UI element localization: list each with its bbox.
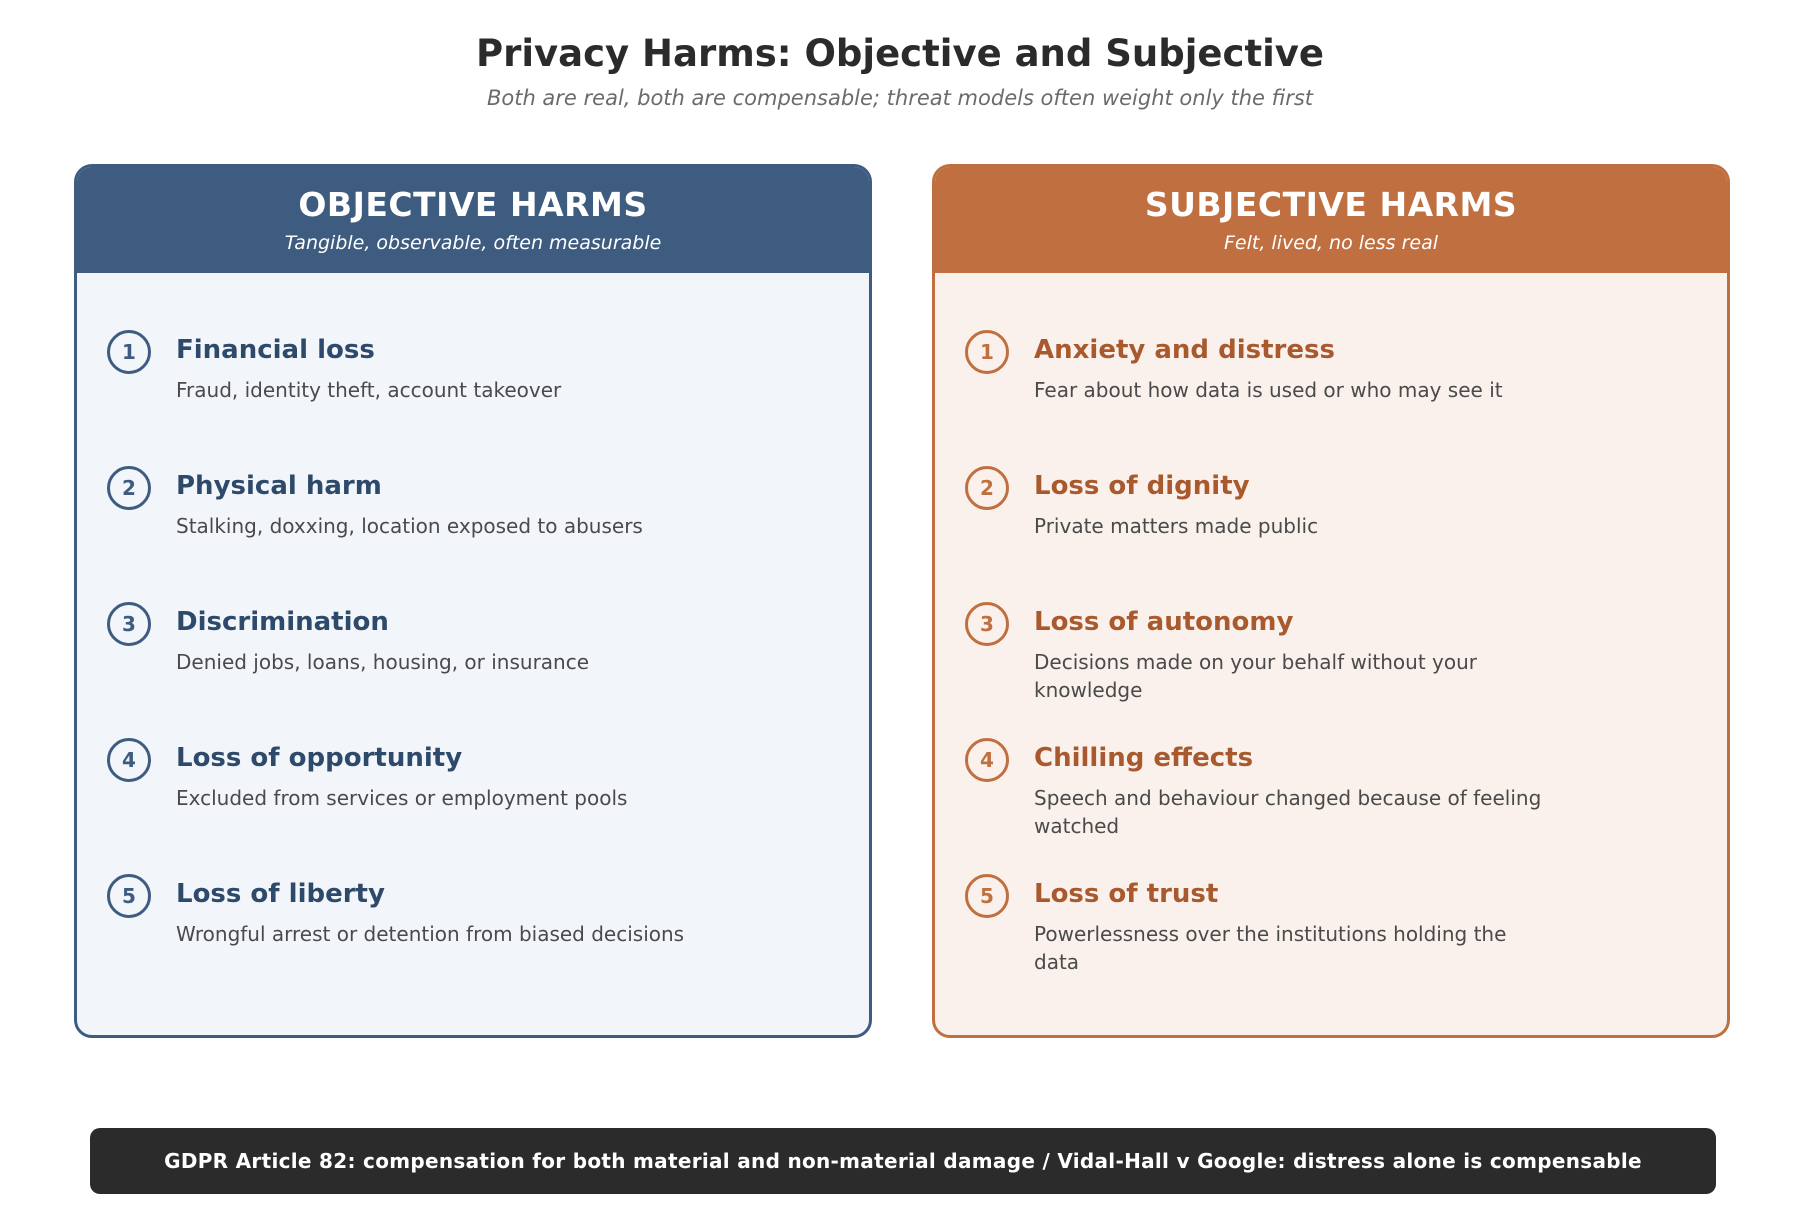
page-title: Privacy Harms: Objective and Subjective xyxy=(475,32,1325,75)
harm-title: Discrimination xyxy=(176,607,389,637)
number-badge: 5 xyxy=(965,874,1009,918)
objective-harms-panel xyxy=(74,164,872,1038)
subjective-harms-panel xyxy=(932,164,1730,1038)
harm-title: Loss of dignity xyxy=(1034,471,1250,501)
harm-title: Chilling effects xyxy=(1034,743,1254,773)
harm-description: Private matters made public xyxy=(1034,514,1319,538)
number-badge: 1 xyxy=(965,330,1009,374)
number-badge: 1 xyxy=(107,330,151,374)
harm-title: Physical harm xyxy=(176,471,382,501)
harm-description: Fraud, identity theft, account takeover xyxy=(176,378,562,402)
harm-title: Anxiety and distress xyxy=(1034,335,1335,365)
number-badge: 2 xyxy=(965,466,1009,510)
harm-description: Stalking, doxxing, location exposed to abusers xyxy=(176,514,643,538)
objective-harms-tagline: Tangible, observable, often measurable xyxy=(284,232,662,254)
harm-description: Denied jobs, loans, housing, or insurance xyxy=(176,650,590,674)
page-subtitle: Both are real, both are compensable; threat models often weight only the first xyxy=(486,86,1314,110)
harm-description: Decisions made on your behalf without your knowledge xyxy=(1034,650,1478,702)
harm-description: Wrongful arrest or detention from biased decisions xyxy=(176,922,685,946)
harm-title: Loss of autonomy xyxy=(1034,607,1294,637)
harm-title: Loss of liberty xyxy=(176,879,385,909)
number-badge: 3 xyxy=(107,602,151,646)
number-badge: 4 xyxy=(107,738,151,782)
harm-description: Speech and behaviour changed because of feeling watched xyxy=(1034,786,1542,838)
harm-title: Loss of opportunity xyxy=(176,743,463,773)
harm-description: Powerlessness over the institutions holding the data xyxy=(1034,922,1507,974)
harm-description: Fear about how data is used or who may see it xyxy=(1034,378,1503,402)
legal-footer-banner: GDPR Article 82: compensation for both material and non-material damage / Vidal-Hall v Google: distress alone is compensable xyxy=(90,1128,1716,1194)
subjective-harms-tagline: Felt, lived, no less real xyxy=(1224,232,1438,254)
number-badge: 4 xyxy=(965,738,1009,782)
objective-harms-header xyxy=(77,167,869,273)
objective-harms-title: OBJECTIVE HARMS xyxy=(298,185,648,224)
number-badge: 3 xyxy=(965,602,1009,646)
number-badge: 2 xyxy=(107,466,151,510)
subjective-harms-header xyxy=(935,167,1727,273)
harm-title: Financial loss xyxy=(176,335,375,365)
number-badge: 5 xyxy=(107,874,151,918)
harm-description: Excluded from services or employment pools xyxy=(176,786,628,810)
subjective-harms-title: SUBJECTIVE HARMS xyxy=(1144,185,1518,224)
harm-title: Loss of trust xyxy=(1034,879,1219,909)
